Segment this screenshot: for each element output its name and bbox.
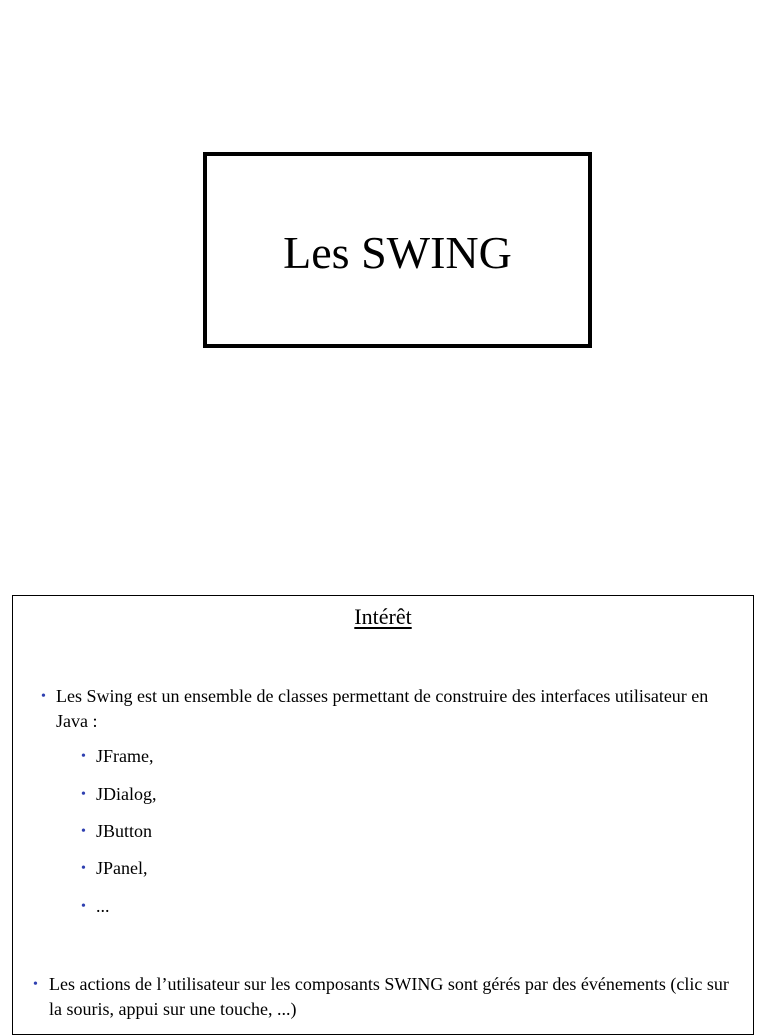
bullet-dot-icon: • [33,977,38,992]
sub-bullet-item [81,744,154,769]
bullet-item [33,972,733,1022]
bullet-dot-icon: • [81,861,86,876]
bullet-text: Les actions de l’utilisateur sur les composants SWING sont gérés par des événements (clic sur la souris, appui sur une touche, ...) [49,974,729,1019]
bullet-dot-icon: • [81,824,86,839]
slide-heading: Intérêt [354,604,412,629]
bullet-item [41,684,721,734]
slide-title: Les SWING [283,227,512,278]
bullet-dot-icon: • [81,899,86,914]
sub-bullet-text: JButton [96,821,153,841]
sub-bullet-item [81,819,152,844]
sub-bullet-text: JFrame, [96,746,154,766]
sub-bullet-text: JPanel, [96,858,148,878]
bullet-dot-icon: • [81,787,86,802]
sub-bullet-item [81,894,110,919]
content-slide [12,595,754,1035]
sub-bullet-item [81,782,157,807]
title-slide-box [203,152,592,348]
bullet-dot-icon: • [81,749,86,764]
sub-bullet-item [81,856,148,881]
sub-bullet-text: ... [96,896,110,916]
sub-bullet-text: JDialog, [96,784,157,804]
bullet-text: Les Swing est un ensemble de classes permettant de construire des interfaces utilisateur en Java : [56,686,709,731]
bullet-dot-icon: • [41,689,46,704]
